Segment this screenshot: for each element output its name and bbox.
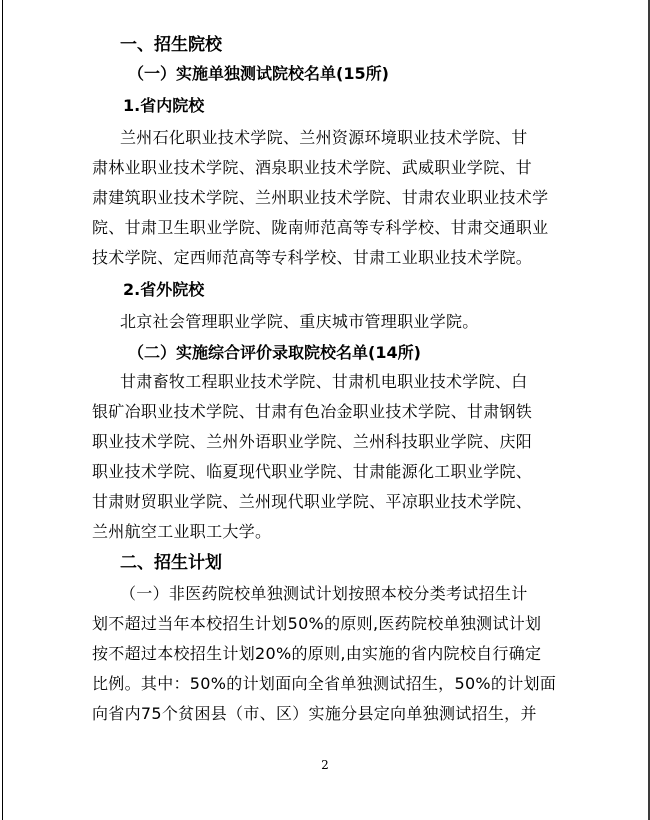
paragraph-line: 技术学院、定西师范高等专科学校、甘肃工业职业技术学院。 [92, 248, 533, 267]
subsection-2-heading: （二）实施综合评价录取院校名单(14所) [128, 343, 421, 362]
section-2-heading: 二、招生计划 [120, 553, 222, 573]
paragraph-line: 比例。其中：50%的计划面向全省单独测试招生，50%的计划面 [92, 674, 557, 693]
paragraph-line: 院、甘肃卫生职业学院、陇南师范高等专科学校、甘肃交通职业 [92, 218, 549, 237]
page-number: 2 [321, 758, 329, 772]
paragraph-line: 甘肃畜牧工程职业技术学院、甘肃机电职业技术学院、白 [120, 372, 528, 391]
paragraph-line: 划不超过当年本校招生计划50%的原则,医药院校单独测试计划 [92, 614, 542, 633]
paragraph-line: 甘肃财贸职业学院、兰州现代职业学院、平凉职业技术学院、 [92, 492, 533, 511]
subsection-1-heading: （一）实施单独测试院校名单(15所) [128, 64, 389, 83]
paragraph-line: 职业技术学院、兰州外语职业学院、兰州科技职业学院、庆阳 [92, 432, 533, 451]
paragraph-line: 银矿冶职业技术学院、甘肃有色冶金职业技术学院、甘肃钢铁 [92, 402, 533, 421]
out-province-heading: 2.省外院校 [123, 280, 205, 299]
paragraph-line: 肃林业职业技术学院、酒泉职业技术学院、武威职业学院、甘 [92, 158, 533, 177]
paragraph-line: 职业技术学院、临夏现代职业学院、甘肃能源化工职业学院、 [92, 462, 533, 481]
section-1-heading: 一、招生院校 [120, 35, 222, 55]
paragraph-line: 按不超过本校招生计划20%的原则,由实施的省内院校自行确定 [92, 644, 542, 663]
in-province-heading: 1.省内院校 [123, 96, 205, 115]
paragraph-line: （一）非医药院校单独测试计划按照本校分类考试招生计 [120, 584, 528, 603]
paragraph-line: 兰州石化职业技术学院、兰州资源环境职业技术学院、甘 [120, 128, 528, 147]
paragraph-line: 向省内75个贫困县（市、区）实施分县定向单独测试招生，并 [92, 704, 537, 723]
paragraph-line: 北京社会管理职业学院、重庆城市管理职业学院。 [120, 312, 479, 331]
paragraph-line: 兰州航空工业职工大学。 [92, 522, 272, 541]
paragraph-line: 肃建筑职业技术学院、兰州职业技术学院、甘肃农业职业技术学 [92, 188, 549, 207]
